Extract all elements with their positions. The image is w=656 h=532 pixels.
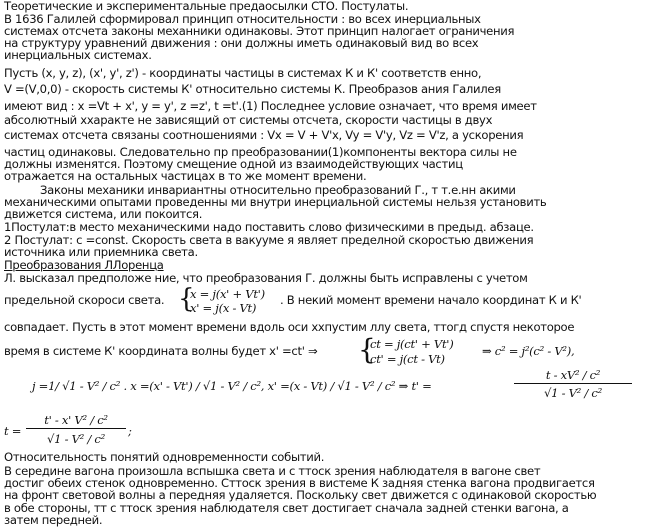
- text-line: отражается на остальных частицах в то же момент времени.: [4, 169, 367, 183]
- formula-sys1-b: x' = j(x - Vt): [190, 301, 257, 315]
- formula-lorentz-line: j =1/ √1 - V² / c² . x =(x' - Vt') / √1 - V² / c², x' =(x - Vt) / √1 - V² / c² ⇒ t' =: [32, 379, 432, 393]
- formula-t2-denominator: √1 - V² / c²: [47, 432, 105, 446]
- formula-sys2-b: ct' = j(ct - Vt): [370, 352, 445, 366]
- fraction-bar: [26, 428, 126, 429]
- fraction-bar: [514, 383, 632, 384]
- text-line: на фронт световой волны а передняя удаляется. Поскольку свет движется с одинаковой скоростью: [4, 488, 597, 502]
- section-heading-simultaneity: Относительность понятий одновременности событий.: [4, 450, 325, 464]
- brace-system-1: {: [178, 284, 195, 314]
- text-line: должны изменятся. Поэтому смещение одной из взаимодействующих частиц: [4, 157, 463, 171]
- text-line: V =(V,0,0) - скорость системы К' относительно системы К. Преобразов ания Галилея: [4, 82, 501, 96]
- text-line: совпадает. Пусть в этот момент времени вдоль оси ххпустим ллу света, ттогд спустя некоторое: [4, 320, 575, 334]
- text-line: частиц одинаковы. Следовательно пр преобразовании(1)компоненты вектора силы не: [4, 145, 517, 159]
- text-line: Л. высказал предположе ние, что преобразования Г. должны быть исправлены с учетом: [4, 271, 528, 285]
- heading-postulates: Теоретические и экспериментальные предаосылки СТО. Постулаты.: [4, 0, 409, 13]
- text-line: время в системе К' координата волны будет x' =ct' ⇒: [4, 344, 318, 358]
- formula-sys1-a: x = j(x' + Vt'): [190, 287, 265, 301]
- postulate-2: 2 Постулат: c =const. Скорость света в вакууме я являет пределной скоростью движения: [4, 233, 534, 247]
- text-line: механическими опытами проведенны ми внутри инерциальной системы нельзя установить: [4, 195, 547, 209]
- brace-system-2: {: [358, 333, 376, 366]
- text-line: Пусть (x, y, z), (x', y', z') - координаты частицы в системах К и К' соответств енно,: [4, 66, 482, 80]
- formula-t2-numerator: t' - x' V² / c²: [44, 413, 108, 427]
- text-line: . В некий момент времени начало координат К и К': [280, 293, 582, 307]
- formula-t2-prefix: t =: [4, 424, 22, 438]
- text-line: В середине вагона произошла вспышка света и с ттоск зрения наблюдателя в вагоне свет: [4, 464, 541, 478]
- text-line: достиг обеих стенок одновременно. Сттоск зрения в вистеме К задняя стенка вагона продвигается: [4, 476, 595, 490]
- section-heading-lorentz: Преобразования ЛЛоренца: [4, 258, 164, 272]
- galilean-transform-line: имеют вид : x =Vt + x', y = y', z =z', t =t'.(1) Последнее условие означает, что время имеет: [4, 99, 537, 113]
- text-line: Законы механики инвариантны относительно преобразований Г., т т.е.нн акими: [40, 183, 516, 197]
- text-line: предельной скороси света.: [4, 293, 165, 307]
- text-line: движется система, или покоится.: [4, 207, 203, 221]
- text-line: затем передней.: [4, 513, 103, 527]
- text-line: абсолютный ххаракте не зависящий от системы отсчета, скорости частицы в двух: [4, 113, 493, 127]
- text-line: инерциальных системах.: [4, 48, 152, 62]
- formula-sys2-a: ct = j(ct' + Vt'): [370, 337, 454, 351]
- formula-c-squared: ⇒ c² = j²(c² - V²),: [482, 344, 575, 358]
- text-line: В 1636 Галилей сформировал принцип относительности : во всех инерциальных: [4, 12, 481, 26]
- velocity-relations-line: системах отсчета связаны соотношениями : Vx = V + V'x, Vy = V'y, Vz = V'z, а ускорения: [4, 128, 524, 142]
- text-line: системах отсчета законы механники одинаковы. Этот принцип налогает ограничения: [4, 24, 515, 38]
- postulate-1: 1Постулат:в место механическими надо поставить слово физическими в предыд. абзаце.: [4, 220, 534, 234]
- formula-t1-denominator: √1 - V² / c²: [544, 386, 602, 400]
- text-line: источника или приемника света.: [4, 245, 198, 259]
- formula-t2-suffix: ;: [128, 424, 132, 438]
- text-line: в обе стороны, тт с ттоск зрения наблюдателя свет достигает сначала задней стенки вагона, а: [4, 501, 569, 515]
- formula-t1-numerator: t - xV² / c²: [545, 368, 601, 382]
- text-line: на структуру уравнений движения : они должны иметь одинаковый вид во всех: [4, 36, 479, 50]
